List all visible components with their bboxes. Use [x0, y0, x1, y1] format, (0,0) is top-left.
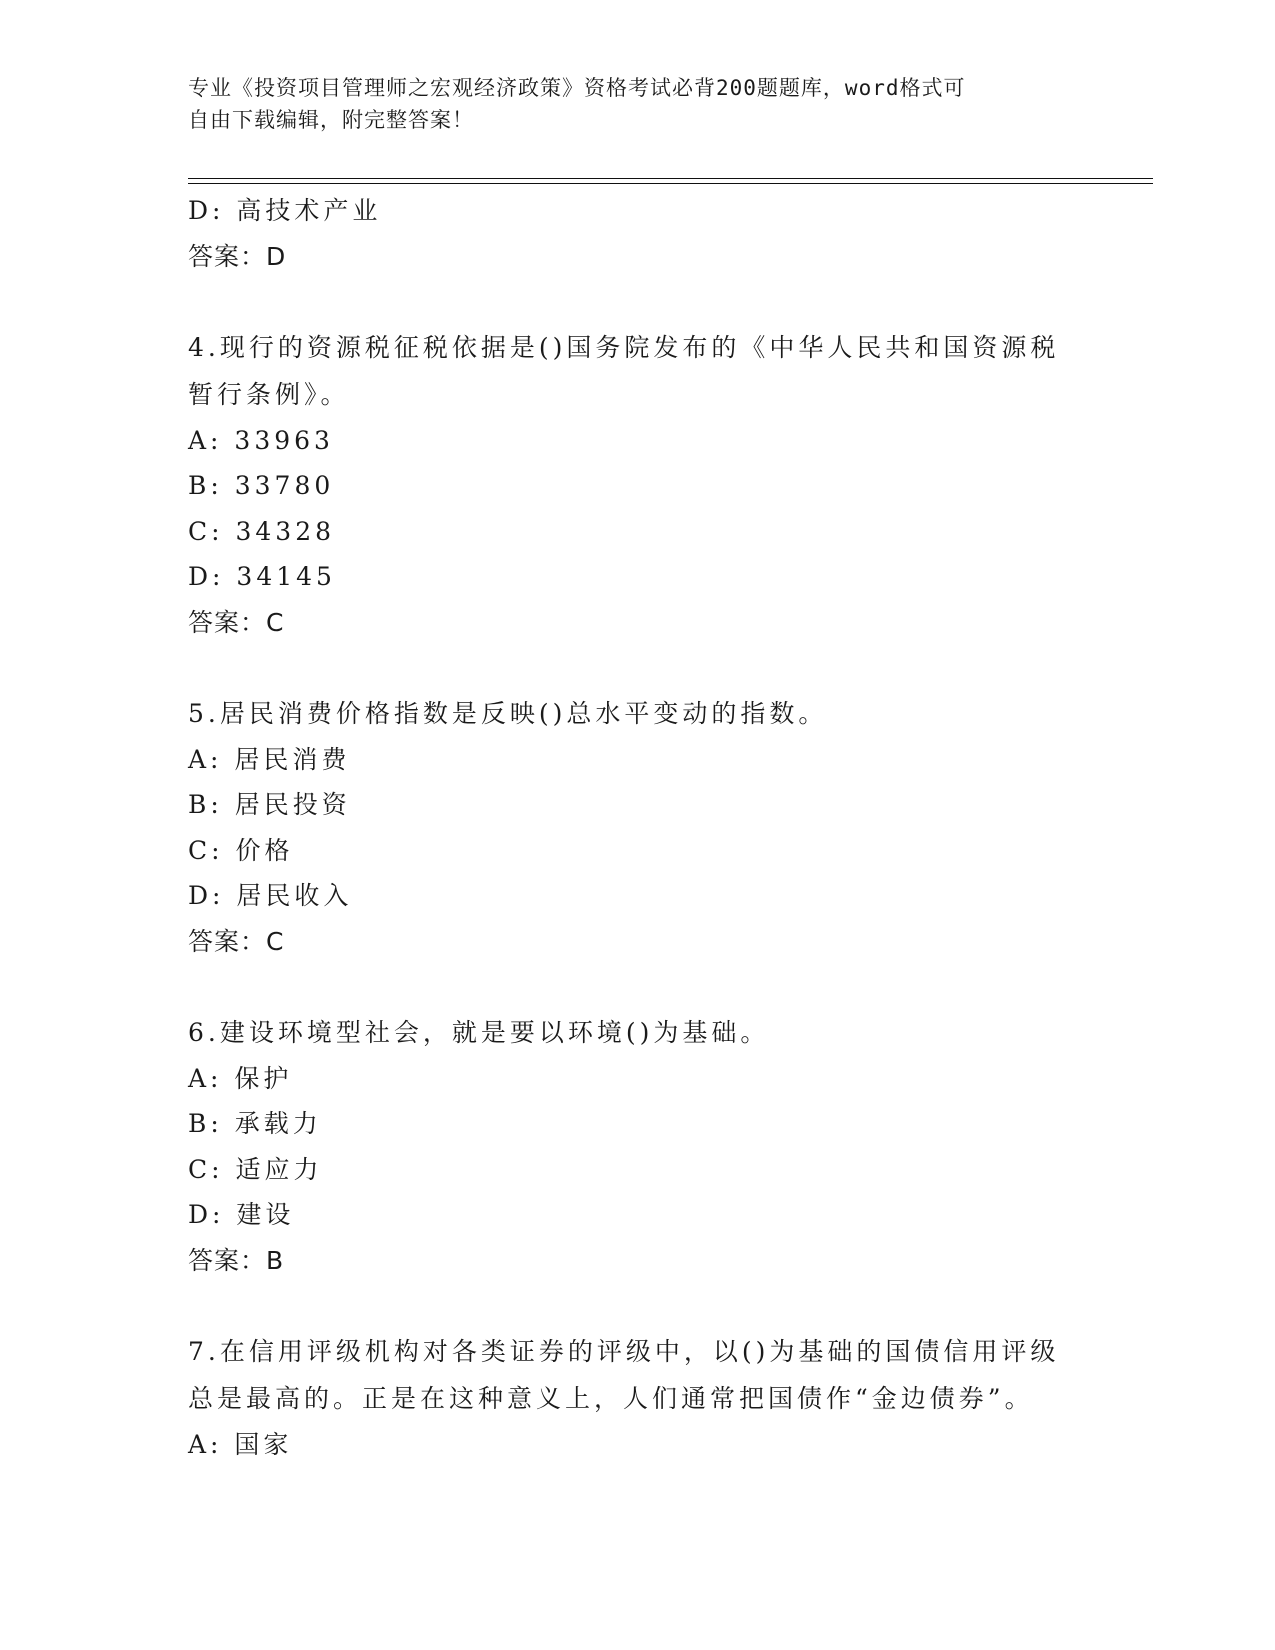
header-divider-bottom [188, 183, 1153, 184]
question-stem [188, 324, 1088, 418]
question-stem [188, 690, 1088, 737]
option-a: A: 33963 [188, 425, 334, 455]
option-d: D: 建设 [188, 1200, 295, 1229]
header-divider-top [188, 178, 1153, 179]
question-4 [188, 324, 1088, 646]
option-c: C: 适应力 [188, 1154, 323, 1184]
answer: 答案：C [188, 607, 285, 637]
header-line-1: 专业《投资项目管理师之宏观经济政策》资格考试必背200题题库，word格式可 [188, 76, 966, 100]
option-a: A: 保护 [188, 1063, 293, 1093]
question-stem [188, 1328, 1088, 1422]
document-header [188, 72, 1088, 136]
question-list [188, 188, 1088, 1467]
question-stem [188, 1009, 1088, 1056]
stem-line: 5.居民消费价格指数是反映()总水平变动的指数。 [188, 698, 828, 728]
option-b: B: 承载力 [188, 1109, 322, 1138]
question-6 [188, 1009, 1088, 1284]
question-7 [188, 1328, 1088, 1468]
answer: 答案：D [188, 241, 287, 271]
option-a: A: 国家 [188, 1429, 293, 1459]
option-c: C: 价格 [188, 835, 294, 865]
option-b: B: 居民投资 [188, 790, 351, 819]
option-d: D: 高技术产业 [188, 196, 382, 225]
option-b: B: 33780 [188, 471, 335, 500]
stem-line: 6.建设环境型社会，就是要以环境()为基础。 [188, 1017, 770, 1047]
stem-line: 总是最高的。正是在这种意义上，人们通常把国债作“金边债券”。 [188, 1383, 1034, 1413]
option-c: C: 34328 [188, 516, 336, 546]
option-d: D: 居民收入 [188, 881, 353, 910]
option-d: D: 34145 [188, 562, 336, 591]
question-5 [188, 690, 1088, 965]
question-3-continued [188, 188, 1088, 280]
header-line-2: 自由下载编辑，附完整答案！ [188, 108, 474, 132]
option-a: A: 居民消费 [188, 744, 351, 774]
stem-line: 暂行条例》。 [188, 379, 350, 409]
answer: 答案：C [188, 926, 285, 956]
stem-line: 7.在信用评级机构对各类证券的评级中，以()为基础的国债信用评级 [188, 1336, 1060, 1366]
stem-line: 4.现行的资源税征税依据是()国务院发布的《中华人民共和国资源税 [188, 332, 1060, 362]
answer: 答案：B [188, 1245, 285, 1275]
